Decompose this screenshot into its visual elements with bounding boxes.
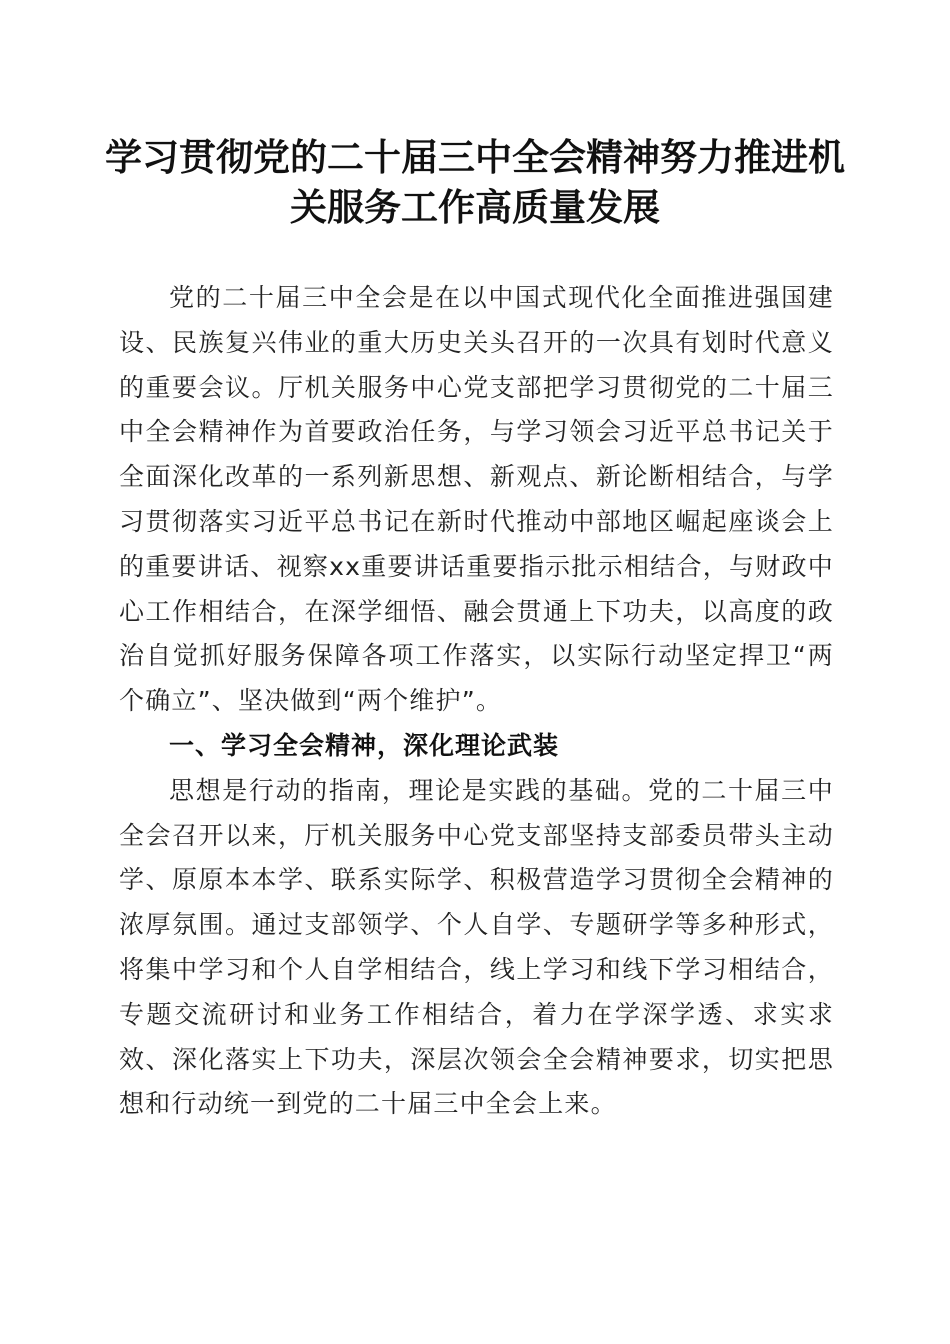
document-title-line-1: 学习贯彻党的二十届三中全会精神努力推进机 bbox=[105, 135, 845, 179]
document-title bbox=[100, 132, 850, 232]
section-1-paragraph: 思想是行动的指南，理论是实践的基础。党的二十届三中全会召开以来，厅机关服务中心党支部坚持支部委员带头主动学、原原本本学、联系实际学、积极营造学习贯彻全会精神的浓厚氛围。通过支部领学、个人自学、专题研学等多种形式，将集中学习和个人自学相结合，线上学习和线下学习相结合，专题交流研讨和业务工作相结合，着力在学深学透、求实求效、深化落实上下功夫，深层次领会全会精神要求，切实把思想和行动统一到党的二十届三中全会上来。 bbox=[119, 775, 834, 1119]
section-heading-1: 一、学习全会精神，深化理论武装 bbox=[169, 730, 560, 760]
document-body bbox=[119, 276, 834, 1127]
intro-paragraph: 党的二十届三中全会是在以中国式现代化全面推进强国建设、民族复兴伟业的重大历史关头召开的一次具有划时代意义的重要会议。厅机关服务中心党支部把学习贯彻党的二十届三中全会精神作为首要政治任务，与学习领会习近平总书记关于全面深化改革的一系列新思想、新观点、新论断相结合，与学习贯彻落实习近平总书记在新时代推动中部地区崛起座谈会上的重要讲话、视察xx重要讲话重要指示批示相结合，与财政中心工作相结合，在深学细悟、融会贯通上下功夫，以高度的政治自觉抓好服务保障各项工作落实，以实际行动坚定捍卫“两个确立”、坚决做到“两个维护”。 bbox=[119, 283, 834, 716]
document-title-line-2: 关服务工作高质量发展 bbox=[290, 185, 660, 229]
